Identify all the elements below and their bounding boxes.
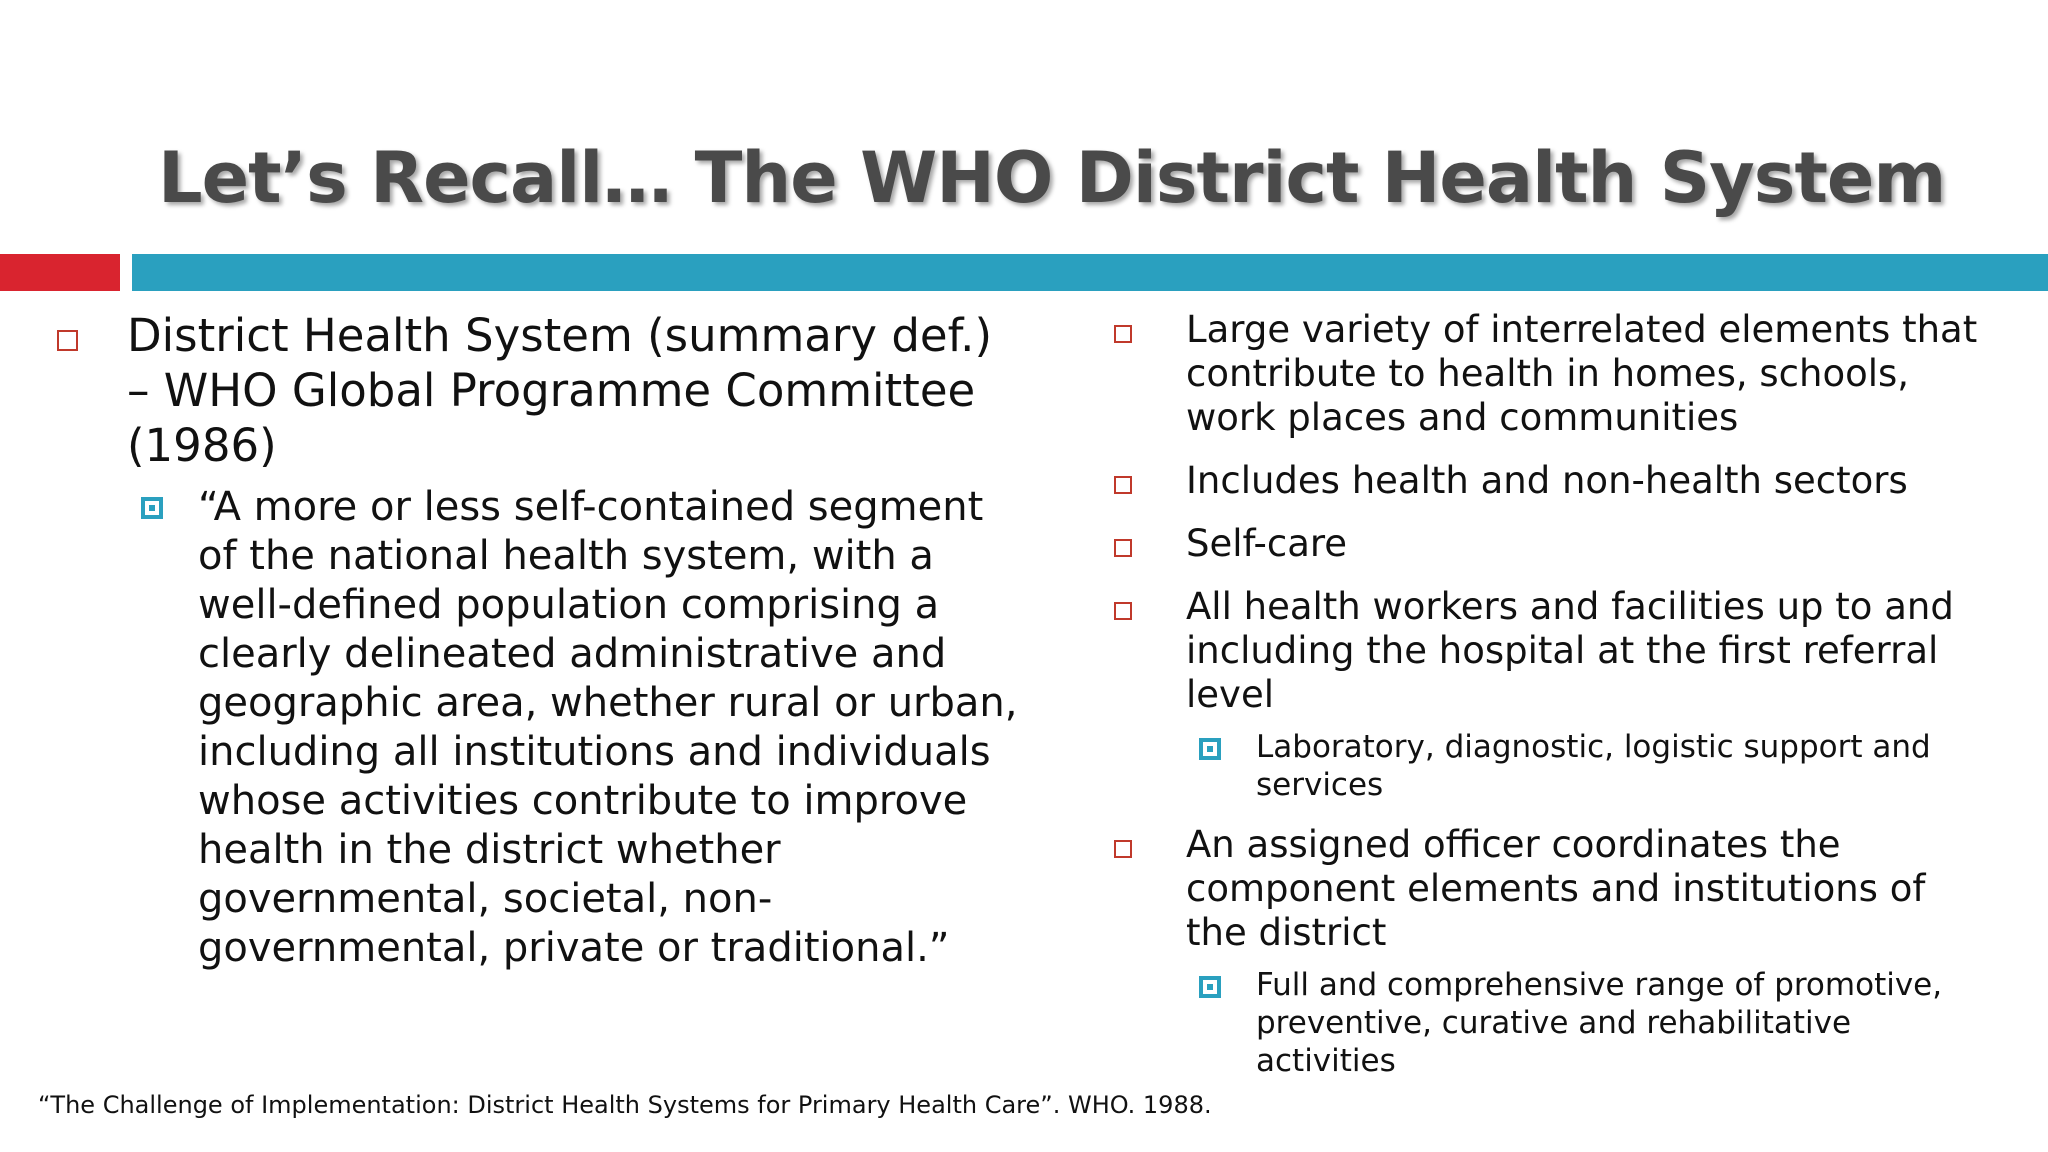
list-item-text: Large variety of interrelated elements that contribute to health in homes, schools, work places and communities bbox=[1186, 308, 1978, 439]
list-item bbox=[1112, 459, 1992, 503]
list-item-text: Includes health and non-health sectors bbox=[1186, 459, 1908, 502]
hollow-square-bullet-icon bbox=[57, 330, 78, 351]
accent-bar-red bbox=[0, 254, 120, 291]
right-bullet-list bbox=[1112, 308, 1992, 1099]
list-item-text: Self-care bbox=[1186, 522, 1348, 565]
list-item-text: All health workers and facilities up to and including the hospital at the first referral level bbox=[1186, 585, 1954, 716]
list-item bbox=[1112, 585, 1992, 717]
teal-square-bullet-icon bbox=[1199, 738, 1221, 760]
list-item-district-health-system bbox=[55, 308, 1025, 473]
teal-square-bullet-icon bbox=[141, 497, 163, 519]
list-item-definition-quote bbox=[55, 483, 1025, 973]
hollow-square-bullet-icon bbox=[1114, 325, 1132, 343]
accent-bar-teal bbox=[132, 254, 2048, 291]
hollow-square-bullet-icon bbox=[1114, 602, 1132, 620]
hollow-square-bullet-icon bbox=[1114, 840, 1132, 858]
teal-square-bullet-icon bbox=[1199, 976, 1221, 998]
footnote-citation: “The Challenge of Implementation: District Health Systems for Primary Health Care”. WHO. 1988. bbox=[38, 1091, 1212, 1119]
list-item bbox=[1112, 522, 1992, 566]
hollow-square-bullet-icon bbox=[1114, 476, 1132, 494]
sub-list-item bbox=[1112, 966, 1992, 1080]
list-item-text: District Health System (summary def.) – WHO Global Programme Committee (1986) bbox=[127, 309, 992, 472]
hollow-square-bullet-icon bbox=[1114, 539, 1132, 557]
left-bullet-list bbox=[55, 308, 1025, 973]
list-item bbox=[1112, 823, 1992, 955]
list-item bbox=[1112, 308, 1992, 440]
sub-list-item-text: Full and comprehensive range of promotive, preventive, curative and rehabilitative activities bbox=[1256, 967, 1943, 1079]
sub-list-item bbox=[1112, 728, 1992, 804]
list-item-text: An assigned officer coordinates the component elements and institutions of the district bbox=[1186, 823, 1926, 954]
list-item-text: “A more or less self-contained segment of the national health system, with a well-defined population comprising a clearly delineated administrative and geographic area, whether rural or urban, including all institutions and individuals whose activities contribute to improve health in the district whether governmental, societal, non-governmental, private or traditional.” bbox=[198, 484, 1018, 971]
slide-title: Let’s Recall… The WHO District Health System bbox=[158, 137, 1946, 219]
sub-list-item-text: Laboratory, diagnostic, logistic support and services bbox=[1256, 729, 1931, 803]
